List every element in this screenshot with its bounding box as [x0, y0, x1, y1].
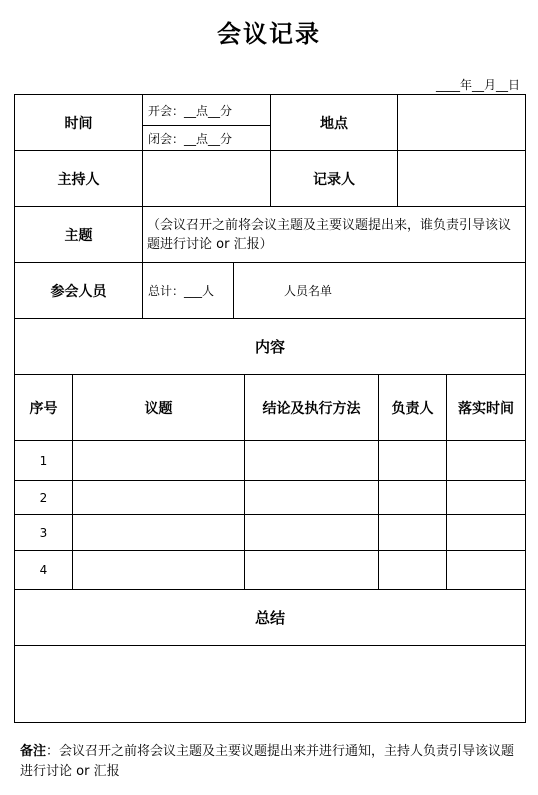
footnote — [20, 742, 520, 782]
owner-header: 负责人 — [391, 400, 434, 417]
recorder-label: 记录人 — [313, 171, 355, 188]
date-line: ____年__月__日 — [435, 78, 520, 92]
col-line — [142, 206, 143, 318]
location-label: 地点 — [320, 115, 348, 132]
content-heading: 内容 — [254, 338, 285, 356]
topic-hint[interactable]: （会议召开之前将会议主题及主要议题提出来，谁负责引导该议题进行讨论 or 汇报） — [147, 217, 512, 252]
col-line — [233, 262, 234, 318]
open-time-field[interactable]: 开会：__点__分 — [148, 103, 233, 118]
recorder-field[interactable] — [398, 151, 525, 206]
participant-total[interactable]: 总计：___人 — [148, 284, 215, 298]
deadline-header: 落实时间 — [458, 400, 514, 417]
footnote-label: 备注 — [20, 744, 47, 759]
close-time-field[interactable]: 闭会：__点__分 — [148, 131, 233, 146]
page-title: 会议记录 — [217, 20, 321, 48]
row-number: 1 — [39, 453, 48, 468]
footnote-text: ：会议召开之前将会议主题及主要议题提出来并进行通知，主持人负责引导该议题进行讨论 or 汇报 — [20, 744, 515, 779]
summary-field[interactable] — [15, 646, 525, 722]
location-field[interactable] — [398, 95, 525, 150]
host-field[interactable] — [143, 151, 270, 206]
border-right — [525, 94, 526, 723]
participants-label: 参会人员 — [50, 283, 107, 300]
issue-header: 议题 — [144, 400, 173, 417]
conclusion-header: 结论及执行方法 — [262, 400, 361, 417]
topic-label: 主题 — [64, 227, 93, 244]
summary-heading: 总结 — [254, 609, 285, 627]
seq-header: 序号 — [29, 400, 58, 417]
row-line — [14, 440, 526, 441]
row-number: 2 — [39, 490, 48, 505]
time-label: 时间 — [64, 115, 93, 132]
row-line — [14, 480, 526, 481]
host-label: 主持人 — [57, 171, 100, 188]
row-number: 4 — [39, 563, 48, 577]
name-list-label: 人员名单 — [284, 284, 333, 298]
row-line — [14, 550, 526, 551]
border-bottom — [14, 722, 526, 723]
row-number: 3 — [39, 525, 48, 540]
row-line — [14, 514, 526, 515]
